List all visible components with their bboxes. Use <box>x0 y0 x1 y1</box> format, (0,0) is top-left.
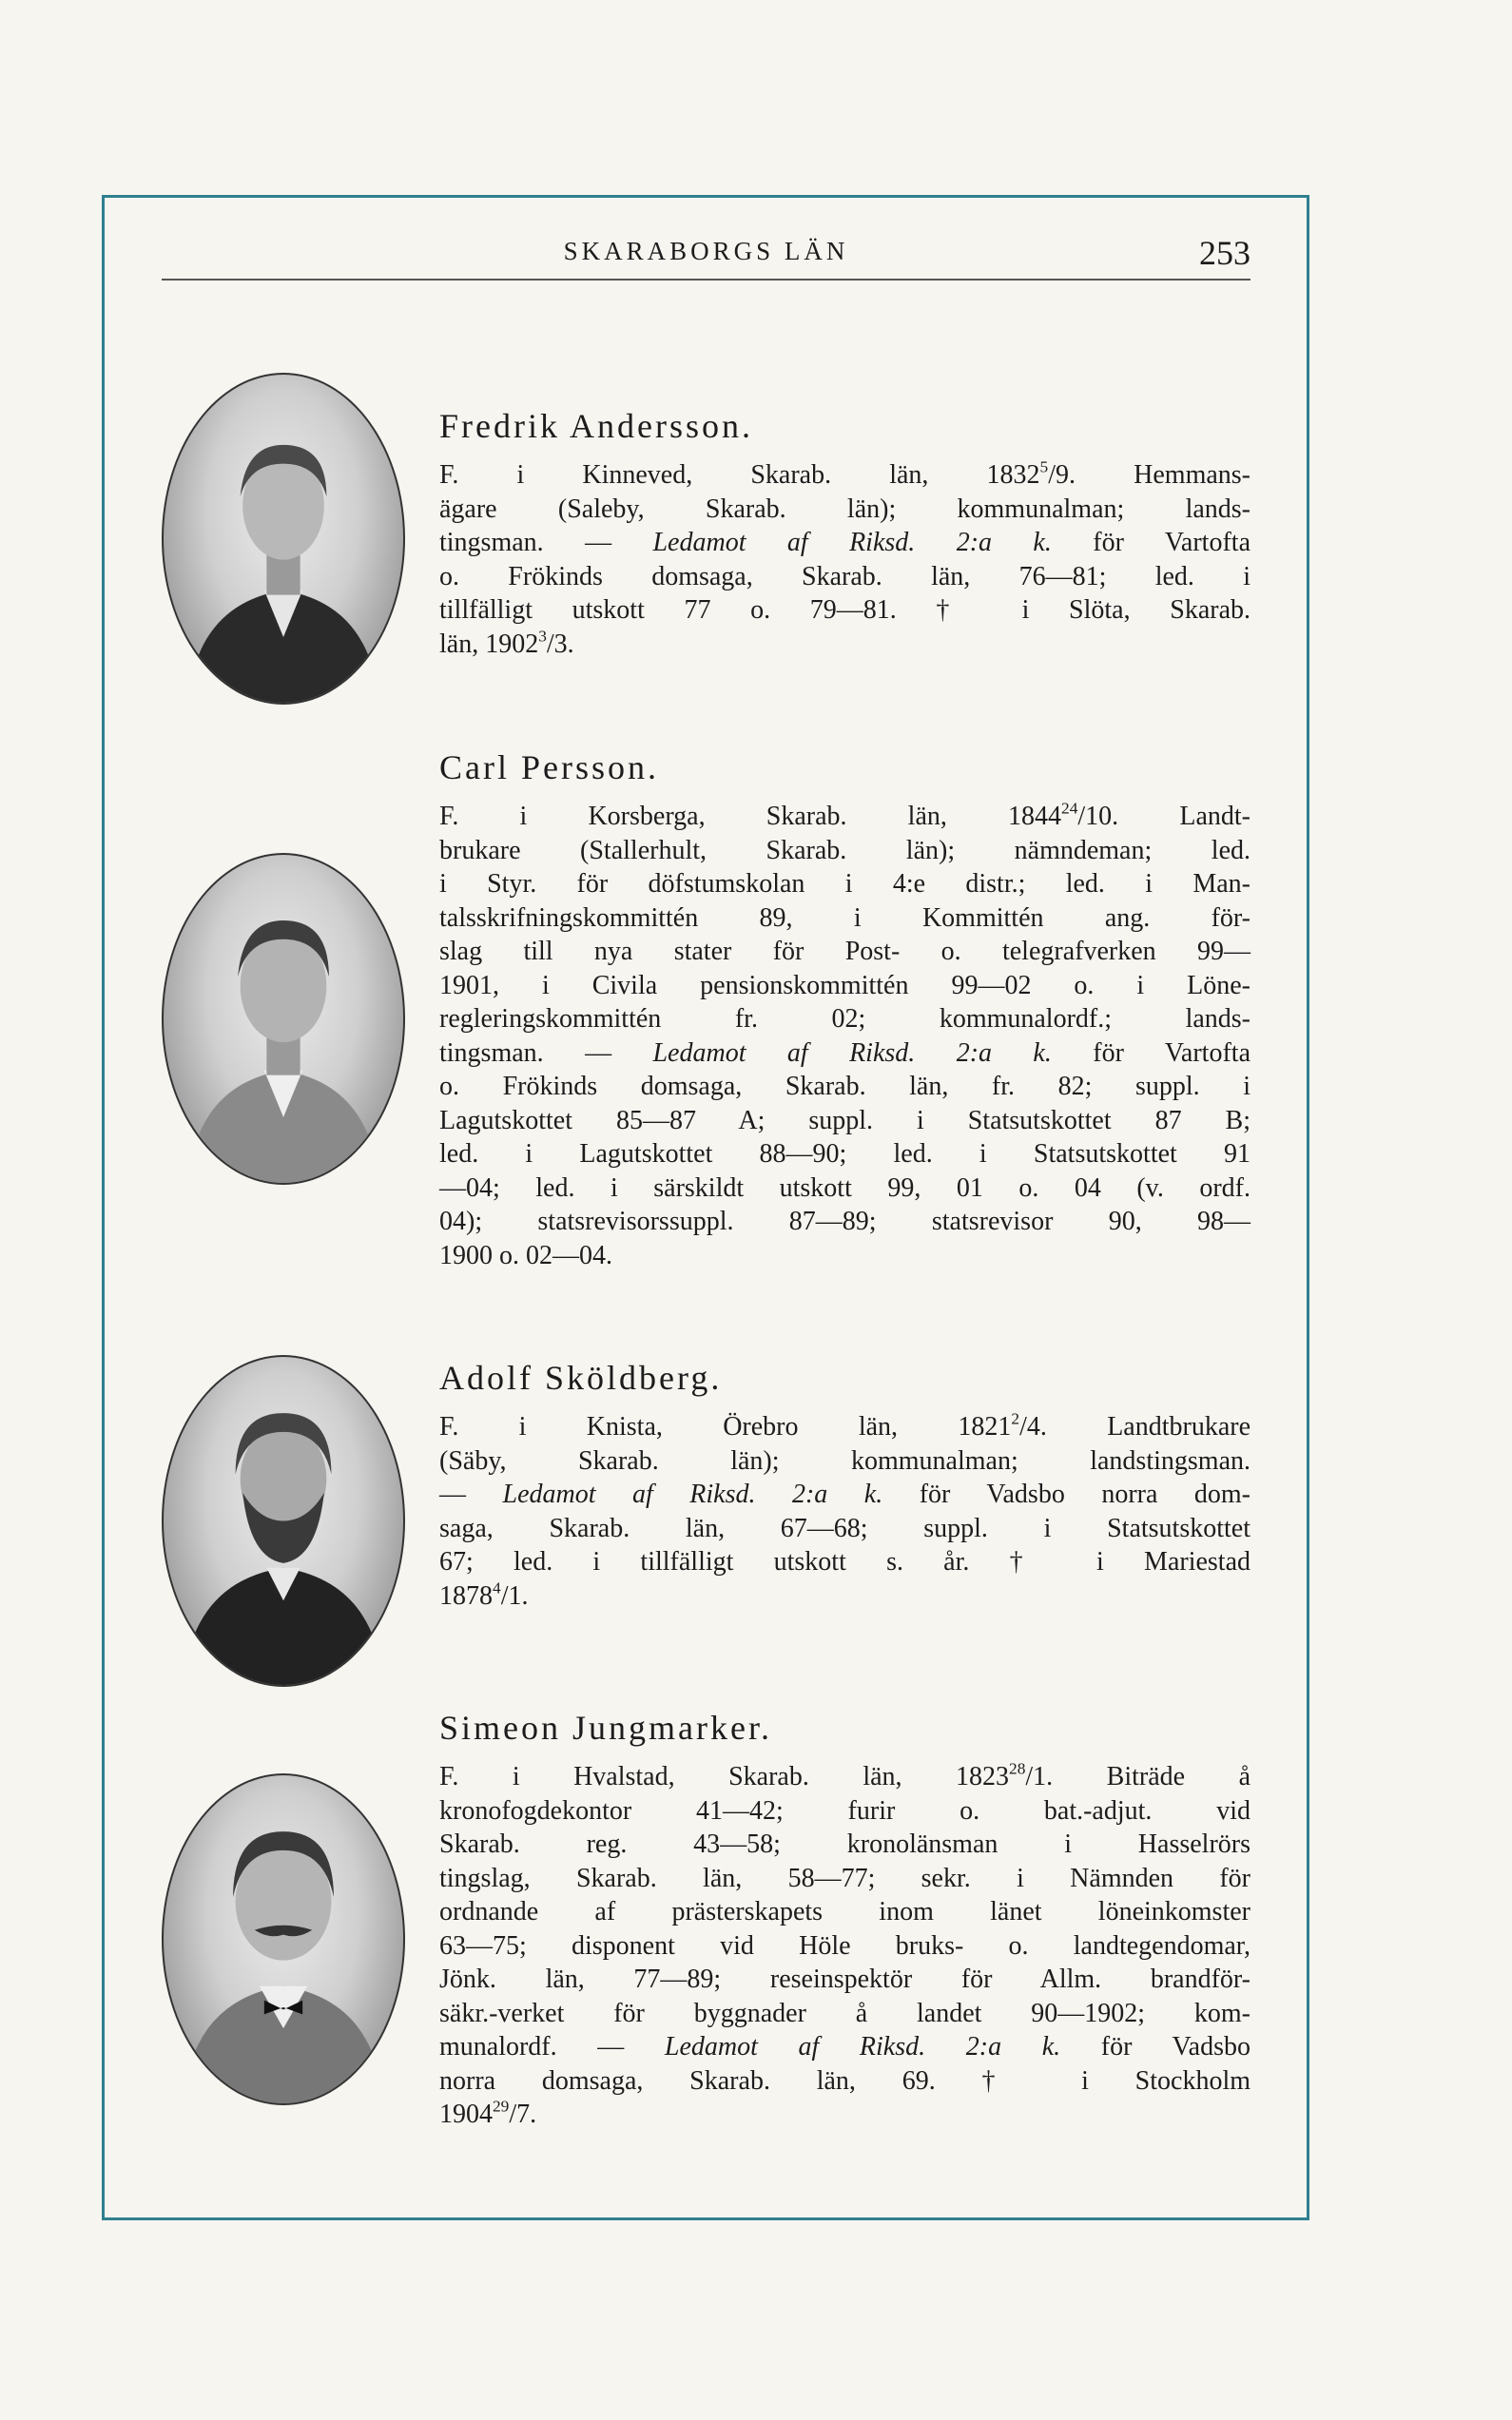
portrait-photo <box>162 1773 405 2105</box>
biography <box>439 405 1250 661</box>
portrait-photo <box>162 373 405 705</box>
biography <box>439 746 1250 1272</box>
portrait-photo <box>162 853 405 1185</box>
page-number: 253 <box>1199 234 1250 272</box>
portrait-photo <box>162 1355 405 1687</box>
person-name: Fredrik Andersson. <box>439 407 753 445</box>
biography-text: F. i Hvalstad, Skarab. län, 1823$^{28}$/1. Biträde å kronofogdekontor 41—42; furir o. bat.-adjut. vid Skarab. reg. 43—58; kronolänsman i Hasselrörs tingslag, Skarab. län, 58—77; sekr. i Nämnden för ordnande af prästerskapets inom länet löneinkomster 63—75; disponent vid Höle bruks- o. landtegendomar, Jönk. län, 77—89; reseinspektör för Allm. brandför- säkr.-verket för byggnader å landet 90—1902; kom- munalordf. — Ledamot af Riksd. 2:a k. för Vadsbo norra domsaga, Skarab. län, 69. † i Stockholm 1904$^{29}$/7. <box>439 1759 1251 2129</box>
biography <box>439 1357 1250 1613</box>
person-name: Simeon Jungmarker. <box>439 1709 772 1747</box>
person-name: Carl Persson. <box>439 748 659 786</box>
biography <box>439 1707 1250 2132</box>
biography-text: F. i Knista, Örebro län, 1821$^2$/4. Landtbrukare (Säby, Skarab. län); kommunalman; landstingsman. — Ledamot af Riksd. 2:a k. för Vadsbo norra dom- saga, Skarab. län, 67—68; suppl. i Statsutskottet 67; led. i tillfälligt utskott s. år. † i Mariestad 1878$^4$/1. <box>439 1409 1251 1611</box>
person-name: Adolf Sköldberg. <box>439 1359 723 1397</box>
biography-text: F. i Kinneved, Skarab. län, 1832$^5$/9. Hemmans- ägare (Saleby, Skarab. län); kommunalman; lands- tingsman. — Ledamot af Riksd. 2:a k. för Vartofta o. Frökinds domsaga, Skarab. län, 76—81; led. i tillfälligt utskott 77 o. 79—81. † i Slöta, Skarab. län, 1902$^3$/3. <box>439 457 1250 659</box>
running-title: SKARABORGS LÄN <box>563 237 849 265</box>
running-head <box>162 233 1250 281</box>
biography-text: F. i Korsberga, Skarab. län, 1844$^{24}$/10. Landt- brukare (Stallerhult, Skarab. län); nämndeman; led. i Styr. för döfstumskolan i 4:e distr.; led. i Man- talsskrifningskommittén 89, i Kommittén ang. för- slag till nya stater för Post- o. telegrafverken 99— 1901, i Civila pensionskommittén 99—02 o. i Löne- regleringskommittén fr. 02; kommunalordf.; lands- tingsman. — Ledamot af Riksd. 2:a k. för Vartofta o. Frökinds domsaga, Skarab. län, fr. 82; suppl. i Lagutskottet 85—87 A; suppl. i Statsutskottet 87 B; led. i Lagutskottet 88—90; led. i Statsutskottet 91 —04; led. i särskildt utskott 99, 01 o. 04 (v. ordf. 04); statsrevisorssuppl. 87—89; statsrevisor 90, 98— 1900 o. 02—04. <box>439 799 1250 1270</box>
